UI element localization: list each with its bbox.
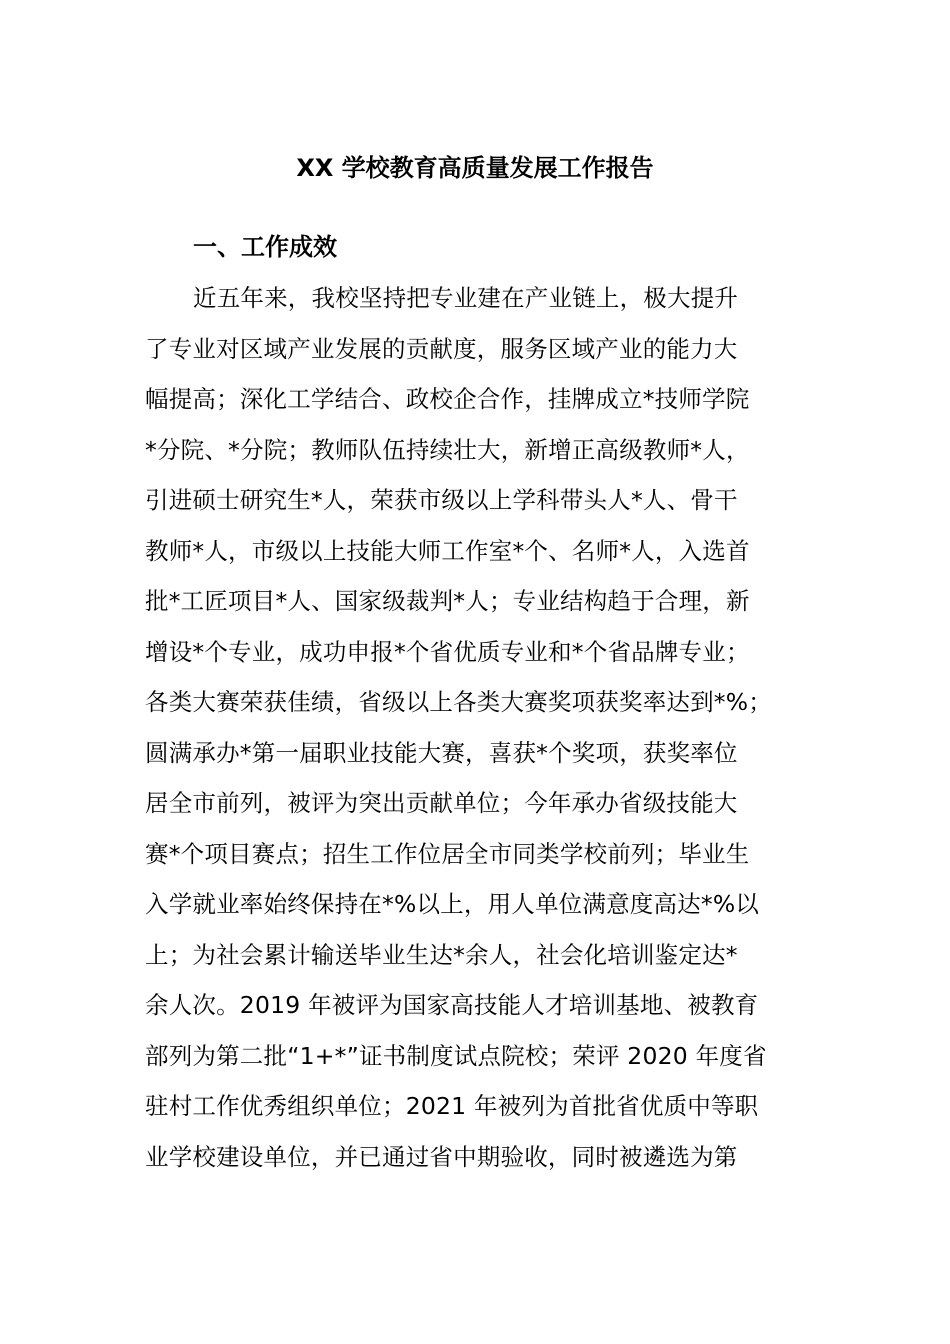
section-heading: 一、工作成效 — [193, 233, 337, 261]
paragraph-line: 各类大赛荣获佳绩，省级以上各类大赛奖项获奖率达到*%； — [145, 688, 772, 716]
paragraph-line: 批*工匠项目*人、国家级裁判*人；专业结构趋于合理，新 — [145, 587, 750, 615]
paragraph-line: 增设*个专业，成功申报*个省优质专业和*个省品牌专业； — [145, 637, 750, 666]
paragraph-line: 幅提高；深化工学结合、政校企合作，挂牌成立*技师学院 — [145, 385, 750, 413]
paragraph-line: 上；为社会累计输送毕业生达*余人，社会化培训鉴定达* — [145, 940, 738, 969]
document-title: XX 学校教育高质量发展工作报告 — [296, 154, 654, 182]
paragraph-line: 入学就业率始终保持在*%以上，用人单位满意度高达*%以 — [145, 890, 760, 918]
paragraph-line: 引进硕士研究生*人，荣获市级以上学科带头人*人、骨干 — [145, 486, 738, 514]
paragraph-line: 驻村工作优秀组织单位；2021 年被列为首批省优质中等职 — [145, 1092, 759, 1120]
paragraph-line: 教师*人，市级以上技能大师工作室*个、名师*人，入选首 — [145, 536, 750, 565]
paragraph-line: 圆满承办*第一届职业技能大赛，喜获*个奖项，获奖率位 — [145, 738, 738, 767]
paragraph-line: 近五年来，我校坚持把专业建在产业链上，极大提升 — [193, 284, 739, 312]
paragraph-line: 赛*个项目赛点；招生工作位居全市同类学校前列；毕业生 — [145, 839, 750, 868]
paragraph-line: 了专业对区域产业发展的贡献度，服务区域产业的能力大 — [145, 334, 738, 363]
paragraph-line: *分院、*分院；教师队伍持续壮大，新增正高级教师*人， — [145, 435, 750, 464]
paragraph-line: 余人次。2019 年被评为国家高技能人才培训基地、被教育 — [145, 991, 759, 1019]
paragraph-line: 部列为第二批“1+*”证书制度试点院校；荣评 2020 年度省 — [145, 1041, 767, 1070]
paragraph-line: 业学校建设单位，并已通过省中期验收，同时被遴选为第 — [145, 1142, 738, 1171]
paragraph-line: 居全市前列，被评为突出贡献单位；今年承办省级技能大 — [145, 789, 738, 817]
body-paragraph — [145, 280, 835, 1189]
